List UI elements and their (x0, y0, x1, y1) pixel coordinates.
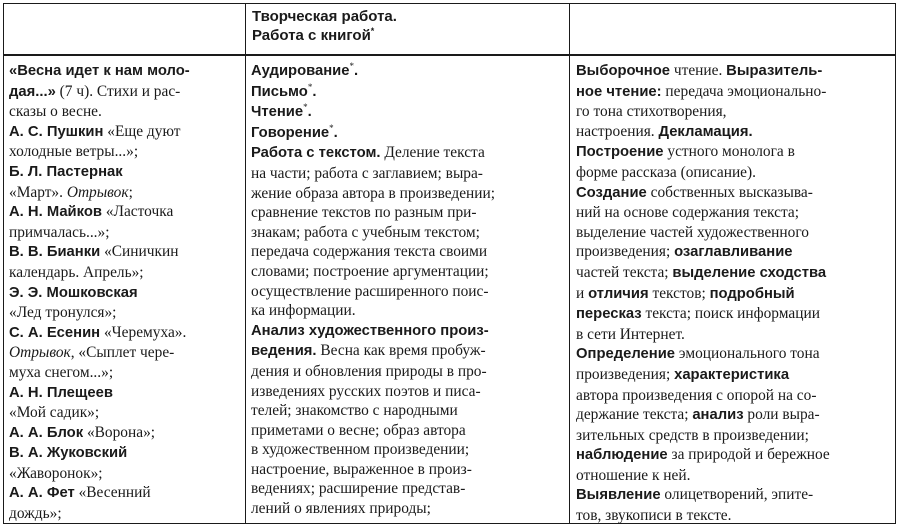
work-esenin-title: Отрывок, «Сыплет чере- (9, 344, 175, 362)
work-maikov: А. Н. Майков «Ласточка (9, 203, 174, 221)
header-book-work: Работа с книгой* (252, 25, 375, 44)
activity-line: произведения; озаглавливание (576, 243, 793, 261)
table-top-border (3, 3, 896, 4)
table-right-border (895, 3, 896, 524)
text-work-line: на части; работа с заглавием; выра- (251, 164, 483, 182)
analysis-line: дения и обновления природы в про- (251, 362, 487, 380)
activity-line: держание текста; анализ роли выра- (576, 406, 820, 424)
work-pasternak-title: «Март». Отрывок; (9, 183, 133, 201)
column-divider-1 (245, 3, 246, 524)
speaking-item: Говорение*. (251, 122, 338, 141)
reading-item: Чтение*. (251, 102, 312, 121)
text-work-line: словами; построение аргументации; (251, 262, 489, 280)
work-blok: А. А. Блок «Ворона»; (9, 423, 156, 441)
activity-line: тов, звукописи в тексте. (576, 507, 732, 525)
activity-line: выделение частей художественного (576, 223, 809, 241)
activity-line: Выявление олицетворений, эпите- (576, 486, 814, 504)
work-moshkovskaya: Э. Э. Мошковская (9, 284, 138, 301)
work-esenin: С. А. Есенин «Черемуха». (9, 323, 187, 341)
topic-title: «Весна идет к нам моло- (9, 63, 190, 79)
topic-column (9, 61, 243, 524)
analysis-line: телей; знакомство с народными (251, 402, 458, 420)
analysis-line: ведениях; расширение представ- (251, 480, 466, 498)
work-esenin-title2: муха снегом...»; (9, 363, 114, 381)
text-work-heading: Работа с текстом. Деление текста (251, 144, 485, 162)
analysis-heading: Анализ художественного произ- (251, 322, 489, 339)
activity-line: Создание собственных высказыва- (576, 183, 813, 201)
activities-column (576, 61, 894, 526)
listening-item: Аудирование*. (251, 60, 359, 79)
creative-work-column (251, 61, 567, 519)
activity-line: ное чтение: передача эмоционально- (576, 82, 827, 100)
work-pleshcheev: А. Н. Плещеев (9, 384, 113, 401)
table-left-border (3, 3, 4, 524)
work-fet-title: дождь»; (9, 505, 62, 523)
text-work-line: ка информации. (251, 302, 356, 320)
work-moshkovskaya-title: «Лед тронулся»; (9, 304, 117, 322)
text-work-line: знакам; работа с учебным текстом; (251, 223, 480, 241)
header-creative-work: Творческая работа. (252, 8, 397, 25)
work-bianki-title: календарь. Апрель»; (9, 263, 144, 281)
text-work-line: сравнение текстов по разным при- (251, 204, 477, 222)
writing-item: Письмо*. (251, 81, 317, 100)
activity-line: Построение устного монолога в (576, 143, 795, 161)
analysis-line: в художественном произведении; (251, 441, 470, 459)
text-work-line: передача содержания текста своими (251, 243, 488, 261)
work-pushkin-title: холодные ветры...»; (9, 143, 139, 161)
work-bianki: В. В. Бианки «Синичкин (9, 243, 179, 261)
column-divider-2 (569, 3, 570, 524)
analysis-line: приметами о весне; образ автора (251, 421, 466, 439)
analysis-line: лений о явлениях природы; (251, 500, 431, 518)
activity-line: в сети Интернет. (576, 325, 685, 343)
text-work-line: жение образа автора в произведении; (251, 184, 496, 202)
analysis-line: настроение, выраженное в произ- (251, 460, 472, 478)
activity-line: Выборочное чтение. Выразитель- (576, 62, 823, 79)
topic-desc: сказы о весне. (9, 103, 102, 121)
topic-hours: дая...» (7 ч). Стихи и рас- (9, 82, 181, 100)
activity-line: зительных средств в произведении; (576, 426, 809, 444)
work-pushkin: А. С. Пушкин «Еще дуют (9, 122, 181, 140)
activity-line: ний на основе содержания текста; (576, 204, 799, 222)
work-zhukovsky: В. А. Жуковский (9, 445, 128, 462)
header-col2 (252, 8, 564, 45)
work-pasternak: Б. Л. Пастернак (9, 163, 123, 180)
work-maikov-title: примчалась...»; (9, 223, 110, 241)
work-fet: А. А. Фет «Весенний (9, 484, 151, 502)
activity-line: форме рассказа (описание). (576, 163, 756, 181)
text-work-line: осуществление расширенного поис- (251, 282, 489, 300)
activity-line: произведения; характеристика (576, 365, 790, 383)
activity-line: автора произведения с опорой на со- (576, 386, 817, 404)
activity-line: Определение эмоционального тона (576, 345, 820, 363)
work-pleshcheev-title: «Мой садик»; (9, 404, 100, 422)
activity-line: го тона стихотворения, (576, 103, 727, 121)
activity-line: наблюдение за природой и бережное (576, 446, 830, 464)
activity-line: настроения. Декламация. (576, 122, 753, 140)
header-separator (3, 54, 896, 56)
activity-line: пересказ текста; поиск информации (576, 305, 820, 323)
activity-line: отношение к ней. (576, 466, 691, 484)
activity-line: и отличия текстов; подробный (576, 284, 795, 302)
activity-line: частей текста; выделение сходства (576, 263, 827, 281)
analysis-line: ведения. Весна как время пробуж- (251, 342, 486, 360)
work-zhukovsky-title: «Жаворонок»; (9, 464, 103, 482)
analysis-line: изведениях русских поэтов и писа- (251, 382, 481, 400)
